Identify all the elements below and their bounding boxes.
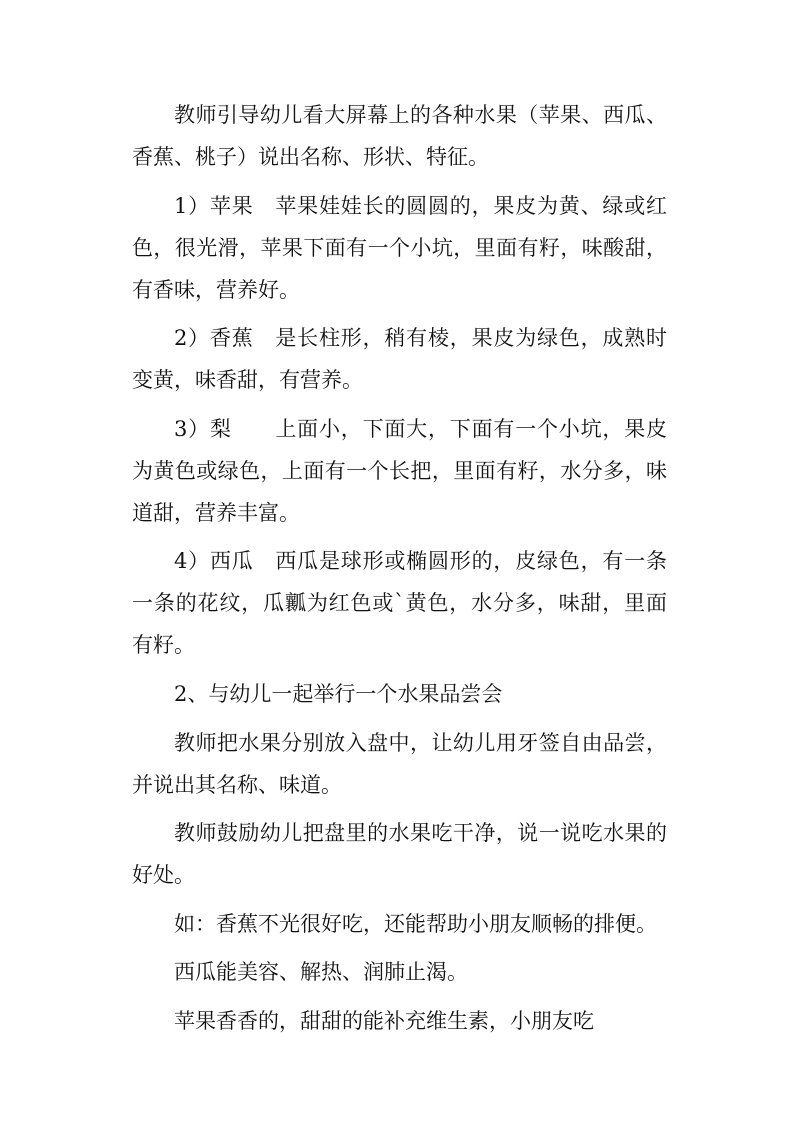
- document-body: [132, 94, 667, 1049]
- paragraph-encourage: 教师鼓励幼儿把盘里的水果吃干净，说一说吃水果的好处。: [132, 821, 667, 888]
- paragraph-tasting: 教师把水果分别放入盘中，让幼儿用牙签自由品尝，并说出其名称、味道。: [132, 730, 667, 797]
- paragraph-example-apple: 苹果香香的，甜甜的能补充维生素，小朋友吃: [174, 1008, 594, 1033]
- paragraph-apple: 1）苹果 苹果娃娃长的圆圆的，果皮为黄、绿或红色，很光滑，苹果下面有一个小坑，里面有籽，味酸甜，有香味，营养好。: [132, 193, 667, 302]
- paragraph-example-watermelon: 西瓜能美容、解热、润肺止渴。: [174, 960, 468, 985]
- paragraph-banana: 2）香蕉 是长柱形，稍有棱，果皮为绿色，成熟时变黄，味香甜，有营养。: [132, 326, 667, 393]
- paragraph-example-banana: 如：香蕉不光很好吃，还能帮助小朋友顺畅的排便。: [174, 911, 657, 936]
- section-heading-tasting: 2、与幼儿一起举行一个水果品尝会: [174, 681, 503, 706]
- paragraph-watermelon: 4）西瓜 西瓜是球形或椭圆形的，皮绿色，有一条一条的花纹，瓜瓤为红色或`黄色，水分多，味甜，里面有籽。: [132, 549, 667, 658]
- paragraph-pear: 3）梨 上面小，下面大，下面有一个小坑，果皮为黄色或绿色，上面有一个长把，里面有籽，水分多，味道甜，营养丰富。: [132, 416, 667, 525]
- paragraph-intro: 教师引导幼儿看大屏幕上的各种水果（苹果、西瓜、香蕉、桃子）说出名称、形状、特征。: [132, 103, 667, 169]
